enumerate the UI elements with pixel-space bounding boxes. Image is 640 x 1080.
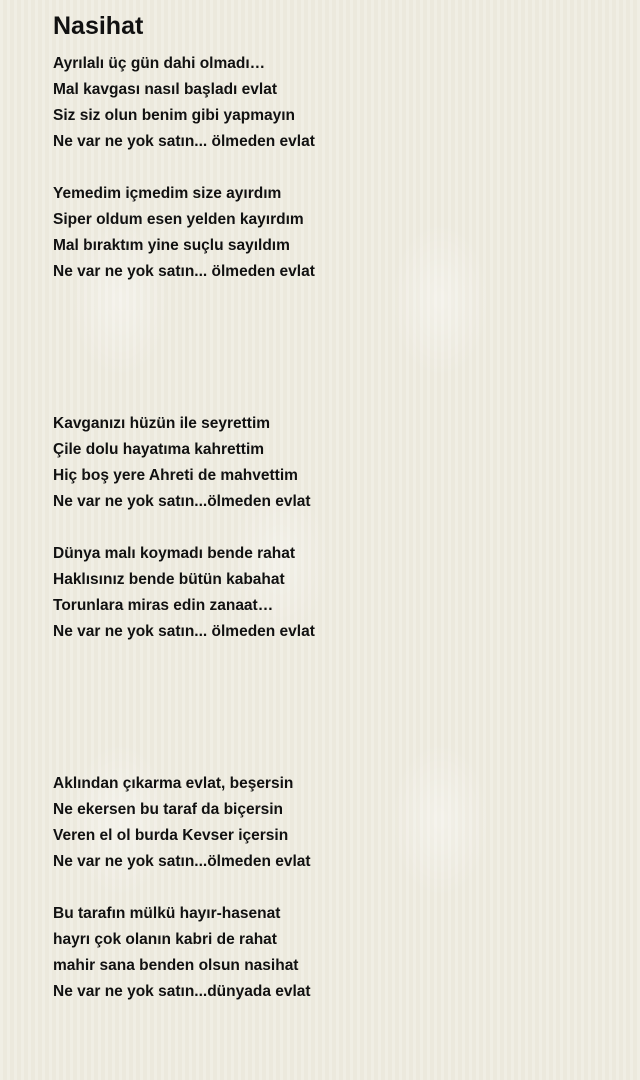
poem-line: Haklısınız bende bütün kabahat: [53, 571, 285, 588]
poem-line: Ne var ne yok satın...dünyada evlat: [53, 983, 311, 1000]
poem-line: Ne var ne yok satın... ölmeden evlat: [53, 133, 315, 150]
poem-line: Çile dolu hayatıma kahrettim: [53, 441, 265, 458]
stanza-5: [53, 771, 311, 875]
poem-line: Hiç boş yere Ahreti de mahvettim: [53, 467, 298, 484]
poem-line: Siz siz olun benim gibi yapmayın: [53, 107, 296, 124]
poem-line: Yemedim içmedim size ayırdım: [53, 185, 282, 202]
stanza-2: [53, 181, 315, 285]
poem-title: Nasihat: [53, 12, 144, 40]
poem-line: Ne ekersen bu taraf da biçersin: [53, 801, 284, 818]
poem-line: Ne var ne yok satın...ölmeden evlat: [53, 493, 311, 510]
stanza-1: [53, 51, 315, 155]
poem-line: hayrı çok olanın kabri de rahat: [53, 931, 277, 948]
poem-line: Mal bıraktım yine suçlu sayıldım: [53, 237, 290, 254]
poem-line: Dünya malı koymadı bende rahat: [53, 545, 296, 562]
stanza-4: [53, 541, 315, 645]
stanza-6: [53, 901, 311, 1005]
poem-line: Aklından çıkarma evlat, beşersin: [53, 775, 294, 792]
poem-line: Siper oldum esen yelden kayırdım: [53, 211, 304, 228]
stanza-3: [53, 411, 311, 515]
poem-line: Kavganızı hüzün ile seyrettim: [53, 415, 271, 432]
poem-line: mahir sana benden olsun nasihat: [53, 957, 299, 974]
poem-line: Ayrılalı üç gün dahi olmadı…: [53, 55, 266, 72]
poem-line: Ne var ne yok satın... ölmeden evlat: [53, 263, 315, 280]
poem-line: Mal kavgası nasıl başladı evlat: [53, 81, 278, 98]
poem-line: Ne var ne yok satın...ölmeden evlat: [53, 853, 311, 870]
poem-line: Bu tarafın mülkü hayır-hasenat: [53, 905, 281, 922]
poem-line: Veren el ol burda Kevser içersin: [53, 827, 289, 844]
poem-line: Ne var ne yok satın... ölmeden evlat: [53, 623, 315, 640]
poem-line: Torunlara miras edin zanaat…: [53, 597, 274, 614]
